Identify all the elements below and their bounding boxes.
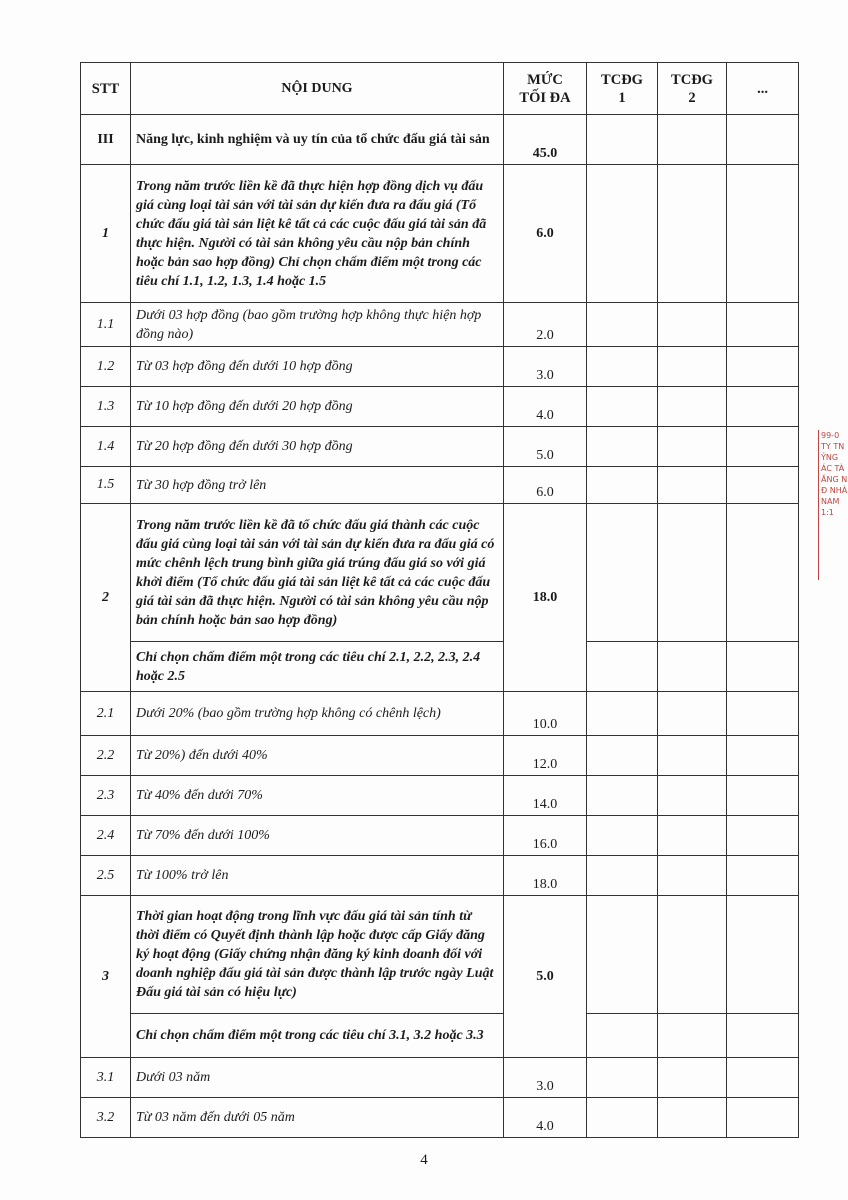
score-cell xyxy=(658,776,727,816)
row-max-score: 3.0 xyxy=(504,1058,587,1098)
row-max-score: 16.0 xyxy=(504,816,587,856)
score-cell xyxy=(658,347,727,387)
score-cell xyxy=(587,387,658,427)
row-content: Dưới 03 hợp đồng (bao gồm trường hợp không thực hiện hợp đồng nào) xyxy=(131,303,504,347)
table-row xyxy=(81,347,799,387)
row-stt: 1.2 xyxy=(81,347,131,387)
score-cell xyxy=(658,1014,727,1058)
row-content: Từ 70% đến dưới 100% xyxy=(131,816,504,856)
page-number: 4 xyxy=(420,1152,428,1168)
row-content: Từ 10 hợp đồng đến dưới 20 hợp đồng xyxy=(131,387,504,427)
score-cell xyxy=(727,504,799,642)
table-row xyxy=(81,1058,799,1098)
score-cell xyxy=(658,1058,727,1098)
score-cell xyxy=(727,692,799,736)
score-cell xyxy=(658,467,727,504)
row-stt: 2 xyxy=(81,504,131,692)
score-cell xyxy=(658,896,727,1014)
row-stt: 3 xyxy=(81,896,131,1058)
score-cell xyxy=(658,427,727,467)
table-row xyxy=(81,467,799,504)
score-cell xyxy=(587,427,658,467)
stamp-edge: 99-0 TY TN ỶNG ÁC TÀ ĂNG N Đ NHÀ NAM 1:1 xyxy=(818,430,848,580)
table-row xyxy=(81,1098,799,1138)
score-cell xyxy=(727,467,799,504)
score-cell xyxy=(727,165,799,303)
row-stt: 1.1 xyxy=(81,303,131,347)
row-content: Từ 30 hợp đồng trở lên xyxy=(131,467,504,504)
header-stt: STT xyxy=(81,63,131,115)
row-stt: 2.5 xyxy=(81,856,131,896)
score-cell xyxy=(727,347,799,387)
row-max-score: 18.0 xyxy=(504,856,587,896)
table-row xyxy=(81,115,799,165)
score-cell xyxy=(587,736,658,776)
row-stt: 2.3 xyxy=(81,776,131,816)
header-tcdg-1: TCĐG 1 xyxy=(587,63,658,115)
row-stt: 1.5 xyxy=(81,467,131,504)
score-cell xyxy=(658,816,727,856)
score-cell xyxy=(727,115,799,165)
row-max-score: 6.0 xyxy=(504,467,587,504)
score-cell xyxy=(587,115,658,165)
score-cell xyxy=(658,165,727,303)
score-cell xyxy=(727,303,799,347)
score-cell xyxy=(587,896,658,1014)
table-row xyxy=(81,427,799,467)
table-row xyxy=(81,504,799,642)
score-cell xyxy=(658,504,727,642)
row-max-score: 4.0 xyxy=(504,1098,587,1138)
score-cell xyxy=(727,427,799,467)
score-cell xyxy=(727,816,799,856)
row-content: Thời gian hoạt động trong lĩnh vực đấu giá tài sản tính từ thời điểm có Quyết định thành lập hoặc được cấp Giấy đăng ký hoạt động (Giấy chứng nhận đăng ký kinh doanh đối với doanh nghiệp đấu giá tài sản được thành lập trước ngày Luật Đấu giá tài sản có hiệu lực) xyxy=(131,896,504,1014)
score-cell xyxy=(587,816,658,856)
score-cell xyxy=(587,303,658,347)
score-cell xyxy=(727,1058,799,1098)
row-content: Trong năm trước liền kề đã tổ chức đấu giá thành các cuộc đấu giá cùng loại tài sản với tài sản dự kiến đưa ra đấu giá có mức chênh lệch trung bình giữa giá trúng đấu giá so với giá khởi điểm (Tổ chức đấu giá tài sản liệt kê tất cả các cuộc đấu giá tài sản đã thực hiện. Người có tài sản không yêu cầu nộp bản chính hoặc bản sao hợp đồng) xyxy=(131,504,504,642)
table-row xyxy=(81,856,799,896)
score-cell xyxy=(727,856,799,896)
score-cell xyxy=(658,856,727,896)
row-max-score: 4.0 xyxy=(504,387,587,427)
row-content: Từ 20 hợp đồng đến dưới 30 hợp đồng xyxy=(131,427,504,467)
row-content: Từ 03 năm đến dưới 05 năm xyxy=(131,1098,504,1138)
score-cell xyxy=(587,1058,658,1098)
row-note: Chỉ chọn chấm điểm một trong các tiêu chí 2.1, 2.2, 2.3, 2.4 hoặc 2.5 xyxy=(131,642,504,692)
scoring-table xyxy=(80,62,799,1138)
score-cell xyxy=(658,303,727,347)
table-row xyxy=(81,776,799,816)
row-content: Năng lực, kinh nghiệm và uy tín của tổ chức đấu giá tài sản xyxy=(131,115,504,165)
table-row-note xyxy=(81,642,799,692)
row-max-score: 2.0 xyxy=(504,303,587,347)
header-noi-dung: NỘI DUNG xyxy=(131,63,504,115)
table-row xyxy=(81,165,799,303)
score-cell xyxy=(587,467,658,504)
score-cell xyxy=(587,692,658,736)
row-stt: 1 xyxy=(81,165,131,303)
row-content: Trong năm trước liền kề đã thực hiện hợp đồng dịch vụ đấu giá cùng loại tài sản với tài sản dự kiến đưa ra đấu giá (Tổ chức đấu giá tài sản liệt kê tất cả các cuộc đấu giá tài sản đã thực hiện. Người có tài sản không yêu cầu nộp bản chính hoặc bản sao hợp đồng) Chỉ chọn chấm điểm một trong các tiêu chí 1.1, 1.2, 1.3, 1.4 hoặc 1.5 xyxy=(131,165,504,303)
table-row xyxy=(81,303,799,347)
table-row xyxy=(81,387,799,427)
row-content: Từ 20%) đến dưới 40% xyxy=(131,736,504,776)
row-stt: 2.4 xyxy=(81,816,131,856)
header-row xyxy=(81,63,799,115)
row-content: Từ 03 hợp đồng đến dưới 10 hợp đồng xyxy=(131,347,504,387)
row-content: Từ 100% trở lên xyxy=(131,856,504,896)
score-cell xyxy=(658,692,727,736)
score-cell xyxy=(658,736,727,776)
header-tcdg-2: TCĐG 2 xyxy=(658,63,727,115)
table-row xyxy=(81,816,799,856)
row-max-score: 3.0 xyxy=(504,347,587,387)
table-row xyxy=(81,736,799,776)
score-cell xyxy=(727,896,799,1014)
table-row-note xyxy=(81,1014,799,1058)
score-cell xyxy=(727,1014,799,1058)
row-max-score: 18.0 xyxy=(504,504,587,692)
row-stt: 2.1 xyxy=(81,692,131,736)
score-cell xyxy=(587,1014,658,1058)
table-row xyxy=(81,896,799,1014)
row-content: Dưới 20% (bao gồm trường hợp không có chênh lệch) xyxy=(131,692,504,736)
table-row xyxy=(81,692,799,736)
score-cell xyxy=(727,642,799,692)
score-cell xyxy=(658,642,727,692)
score-cell xyxy=(658,115,727,165)
row-stt: 3.1 xyxy=(81,1058,131,1098)
row-max-score: 12.0 xyxy=(504,736,587,776)
row-content: Từ 40% đến dưới 70% xyxy=(131,776,504,816)
row-max-score: 5.0 xyxy=(504,427,587,467)
row-max-score: 45.0 xyxy=(504,115,587,165)
score-cell xyxy=(658,387,727,427)
row-max-score: 6.0 xyxy=(504,165,587,303)
score-cell xyxy=(727,387,799,427)
score-cell xyxy=(727,736,799,776)
score-cell xyxy=(587,347,658,387)
row-stt: 1.3 xyxy=(81,387,131,427)
row-max-score: 10.0 xyxy=(504,692,587,736)
row-max-score: 5.0 xyxy=(504,896,587,1058)
row-content: Dưới 03 năm xyxy=(131,1058,504,1098)
header-muc-toi-da: MỨC TỐI ĐA xyxy=(504,63,587,115)
score-cell xyxy=(587,1098,658,1138)
score-cell xyxy=(587,165,658,303)
score-cell xyxy=(587,642,658,692)
row-max-score: 14.0 xyxy=(504,776,587,816)
row-stt: III xyxy=(81,115,131,165)
row-stt: 3.2 xyxy=(81,1098,131,1138)
score-cell xyxy=(727,1098,799,1138)
score-cell xyxy=(587,856,658,896)
row-note: Chỉ chọn chấm điểm một trong các tiêu chí 3.1, 3.2 hoặc 3.3 xyxy=(131,1014,504,1058)
header-more: ... xyxy=(727,63,799,115)
row-stt: 2.2 xyxy=(81,736,131,776)
score-cell xyxy=(587,504,658,642)
score-cell xyxy=(587,776,658,816)
row-stt: 1.4 xyxy=(81,427,131,467)
score-cell xyxy=(658,1098,727,1138)
score-cell xyxy=(727,776,799,816)
